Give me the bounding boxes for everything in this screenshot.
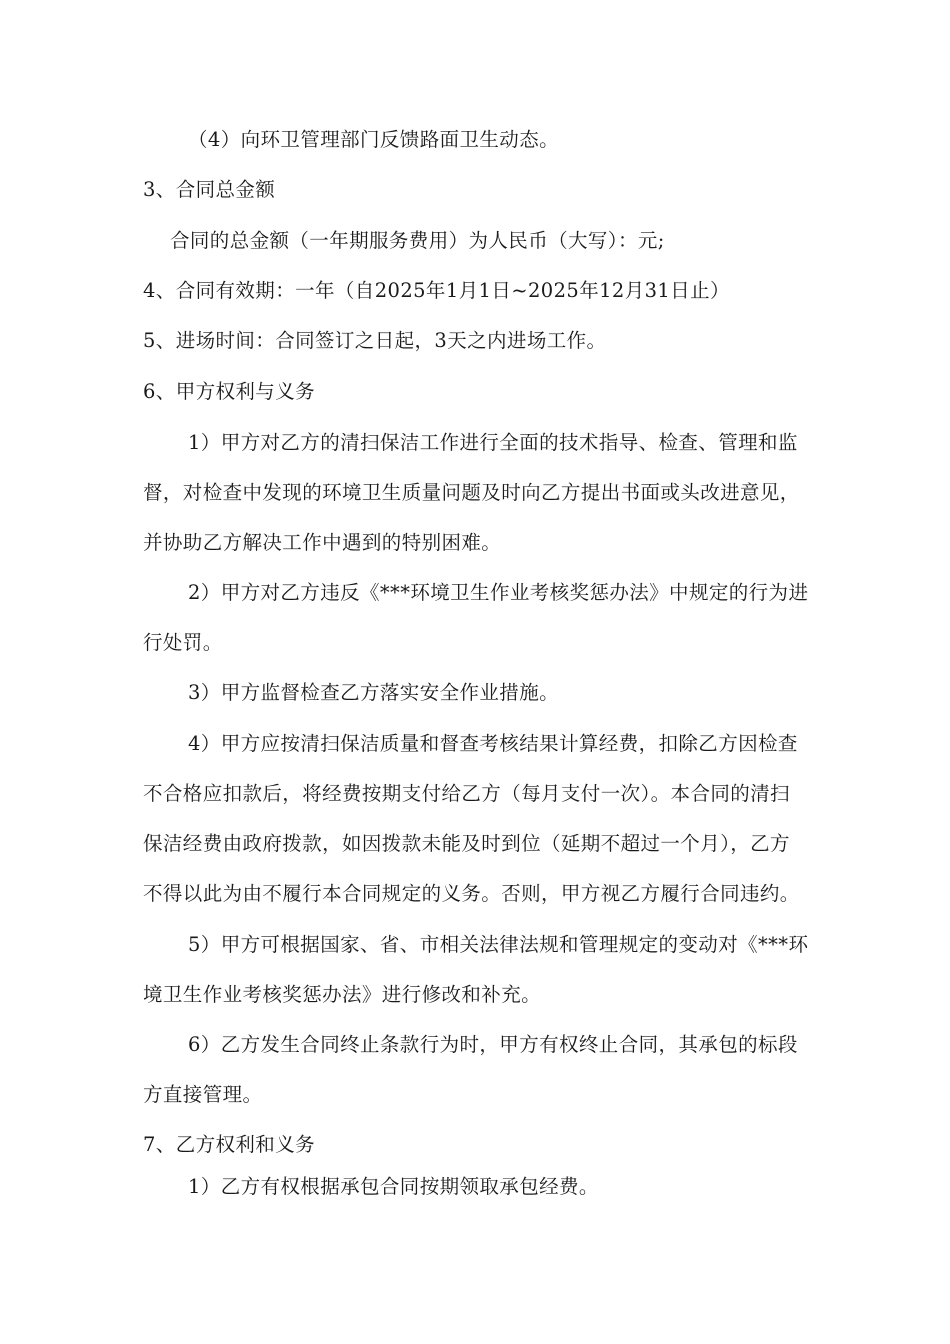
section-heading: 4、合同有效期：一年（自2025年1月1日~2025年12月31日止）	[143, 279, 730, 302]
clause-line: 1）甲方对乙方的清扫保洁工作进行全面的技术指导、检查、管理和监	[188, 431, 798, 454]
clause-line: 6）乙方发生合同终止条款行为时，甲方有权终止合同，其承包的标段	[188, 1033, 798, 1056]
clause-line: 不得以此为由不履行本合同规定的义务。否则，甲方视乙方履行合同违约。	[143, 882, 800, 905]
clause-line: 不合格应扣款后，将经费按期支付给乙方（每月支付一次）。本合同的清扫	[143, 782, 790, 805]
clause-line: 境卫生作业考核奖惩办法》进行修改和补充。	[143, 983, 542, 1006]
clause-line: 方直接管理。	[143, 1083, 263, 1106]
clause-line: 5）甲方可根据国家、省、市相关法律法规和管理规定的变动对《***环	[188, 933, 809, 956]
section-heading: 6、甲方权利与义务	[143, 380, 316, 403]
clause-line: 2）甲方对乙方违反《***环境卫生作业考核奖惩办法》中规定的行为进	[188, 581, 809, 604]
clause-line: （4）向环卫管理部门反馈路面卫生动态。	[188, 128, 560, 151]
clause-line: 行处罚。	[143, 631, 223, 654]
clause-line: 3）甲方监督检查乙方落实安全作业措施。	[188, 681, 560, 704]
clause-line: 1）乙方有权根据承包合同按期领取承包经费。	[188, 1175, 599, 1198]
clause-line: 合同的总金额（一年期服务费用）为人民币（大写）：元;	[170, 229, 665, 252]
clause-line: 督，对检查中发现的环境卫生质量问题及时向乙方提出书面或头改进意见，	[143, 481, 800, 504]
section-heading: 5、进场时间：合同签订之日起，3天之内进场工作。	[143, 329, 607, 352]
clause-line: 保洁经费由政府拨款，如因拨款未能及时到位（延期不超过一个月），乙方	[143, 832, 790, 855]
clause-line: 并协助乙方解决工作中遇到的特别困难。	[143, 531, 502, 554]
clause-line: 4）甲方应按清扫保洁质量和督查考核结果计算经费，扣除乙方因检查	[188, 732, 798, 755]
section-heading: 3、合同总金额	[143, 178, 276, 201]
section-heading: 7、乙方权利和义务	[143, 1133, 316, 1156]
